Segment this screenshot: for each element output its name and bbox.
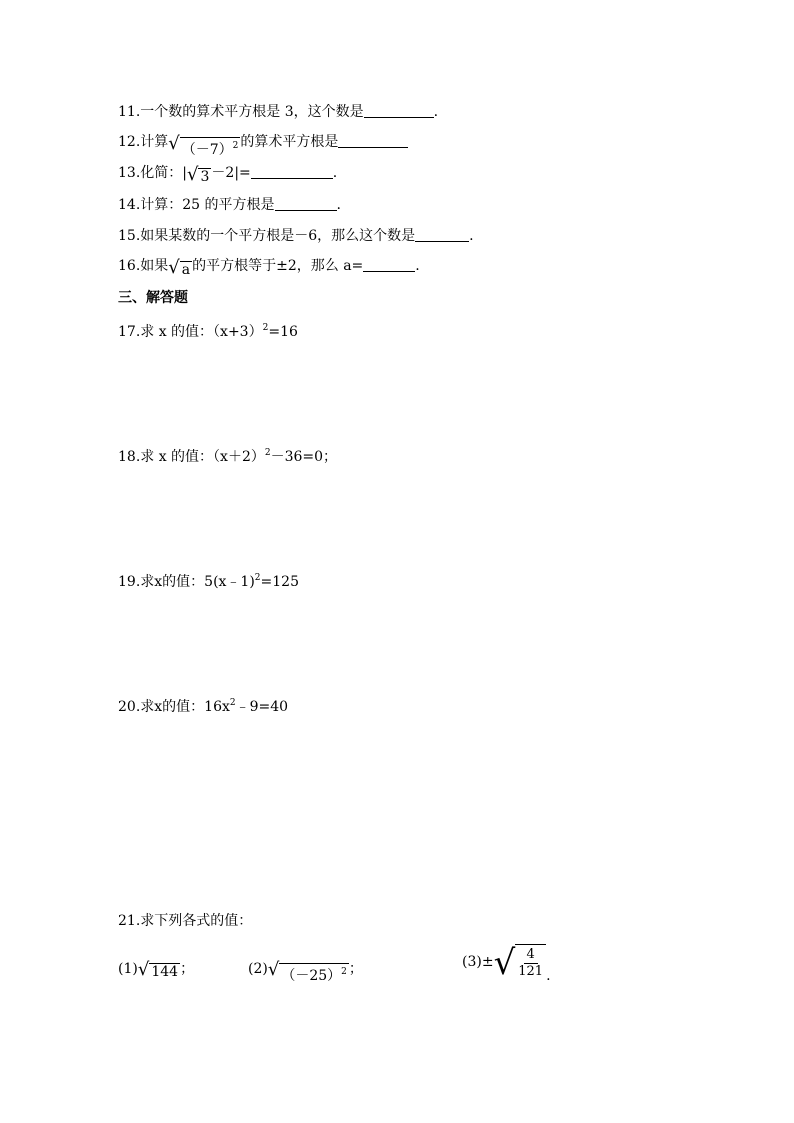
- q21-p1-label: (1): [118, 961, 138, 977]
- q13-number: 13.: [118, 165, 141, 181]
- radical-sign-icon: √: [168, 257, 180, 278]
- q20-pre: 求x的值：16x: [140, 699, 230, 715]
- question-12: [118, 132, 408, 158]
- q19-exponent: 2: [254, 573, 261, 583]
- q13-abs-close: |=: [234, 165, 251, 181]
- q14-answer-blank[interactable]: [275, 196, 337, 211]
- q14-end: .: [336, 197, 341, 213]
- q12-radicand: （－7）: [181, 142, 233, 158]
- question-16: [118, 256, 420, 279]
- q16-answer-blank[interactable]: [363, 257, 415, 272]
- q16-end: .: [415, 258, 420, 274]
- q12-post: 的算术平方根是: [240, 134, 339, 150]
- q11-number: 11.: [118, 104, 141, 120]
- question-15: [118, 226, 474, 246]
- q21-p3-post: .: [546, 968, 551, 984]
- q18-number: 18.: [118, 449, 141, 465]
- q13-rest: －2: [211, 165, 235, 181]
- q21-p1-sqrt: [138, 961, 180, 983]
- q21-p3-sqrt: [493, 943, 547, 983]
- question-19: [118, 568, 299, 592]
- q15-number: 15.: [118, 228, 141, 244]
- q21-p1-post: ；: [180, 961, 195, 977]
- q19-number: 19.: [118, 574, 141, 590]
- q13-end: .: [332, 165, 338, 181]
- q21-part-3: [462, 944, 551, 987]
- q18-exponent: 2: [264, 448, 271, 458]
- q20-exponent: 2: [229, 698, 236, 708]
- q21-p3-denominator: 121: [518, 964, 544, 979]
- q16-number: 16.: [118, 258, 141, 274]
- section-heading: 三、解答题: [118, 290, 188, 306]
- q16-post: 的平方根等于±2，那么 a=: [192, 258, 364, 274]
- q17-number: 17.: [118, 324, 141, 340]
- q21-part-1: [118, 958, 194, 983]
- q16-radicand: a: [181, 262, 191, 278]
- q12-answer-blank[interactable]: [338, 133, 408, 148]
- q11-text: 一个数的算术平方根是 3，这个数是: [140, 104, 364, 120]
- q21-p2-radicand: （－25）: [281, 968, 342, 984]
- q21-part-2: [248, 958, 363, 984]
- question-14: [118, 195, 341, 215]
- radical-sign-icon: √: [168, 133, 180, 154]
- q19-pre: 求x的值：5(x﹣1): [140, 574, 255, 590]
- q21-number: 21.: [118, 913, 141, 929]
- q18-pre: 求 x 的值：（x＋2）: [140, 449, 265, 465]
- q21-text: 求下列各式的值：: [140, 913, 253, 929]
- q21-p2-exponent: 2: [341, 967, 347, 977]
- radical-sign-icon: √: [493, 943, 516, 983]
- question-17: [118, 318, 298, 342]
- radical-sign-icon: √: [137, 959, 150, 980]
- q11-end: .: [433, 104, 439, 120]
- question-18: [118, 443, 337, 467]
- q13-pre: 化简：: [140, 165, 183, 181]
- q12-number: 12.: [118, 134, 141, 150]
- q21-p3-label: (3)±: [462, 954, 494, 970]
- q15-end: .: [469, 228, 474, 244]
- q17-post: =16: [268, 324, 298, 340]
- q11-answer-blank[interactable]: [364, 103, 434, 118]
- q14-text: 计算：25 的平方根是: [140, 197, 275, 213]
- question-21: [118, 911, 252, 931]
- q20-post: ﹣9=40: [235, 699, 289, 715]
- question-11: [118, 102, 438, 122]
- q19-post: =125: [260, 574, 299, 590]
- q21-p3-numerator: 4: [524, 947, 538, 964]
- q21-p2-sqrt: [268, 961, 349, 984]
- q12-sqrt: [168, 135, 240, 158]
- q17-pre: 求 x 的值：（x+3）: [140, 324, 263, 340]
- q21-p2-label: (2): [248, 961, 268, 977]
- q13-sqrt: [187, 166, 211, 186]
- q13-abs-open: |: [182, 165, 187, 181]
- q12-exponent: 2: [232, 141, 239, 151]
- q21-p2-post: ；: [348, 961, 363, 977]
- q17-exponent: 2: [262, 323, 269, 333]
- q15-text: 如果某数的一个平方根是－6，那么这个数是: [140, 228, 416, 244]
- question-13: [118, 163, 337, 186]
- q12-pre: 计算: [140, 134, 169, 150]
- radical-sign-icon: √: [267, 959, 280, 980]
- question-20: [118, 693, 288, 717]
- q16-sqrt: [168, 259, 192, 279]
- q14-number: 14.: [118, 197, 141, 213]
- radical-sign-icon: √: [186, 164, 199, 185]
- q21-p1-radicand: 144: [151, 964, 179, 980]
- q16-pre: 如果: [140, 258, 169, 274]
- q15-answer-blank[interactable]: [415, 227, 469, 242]
- q20-number: 20.: [118, 699, 141, 715]
- q21-p3-fraction: [515, 947, 546, 980]
- q18-post: －36=0；: [270, 449, 338, 465]
- q13-answer-blank[interactable]: [251, 164, 333, 179]
- q13-radicand: 3: [200, 169, 210, 185]
